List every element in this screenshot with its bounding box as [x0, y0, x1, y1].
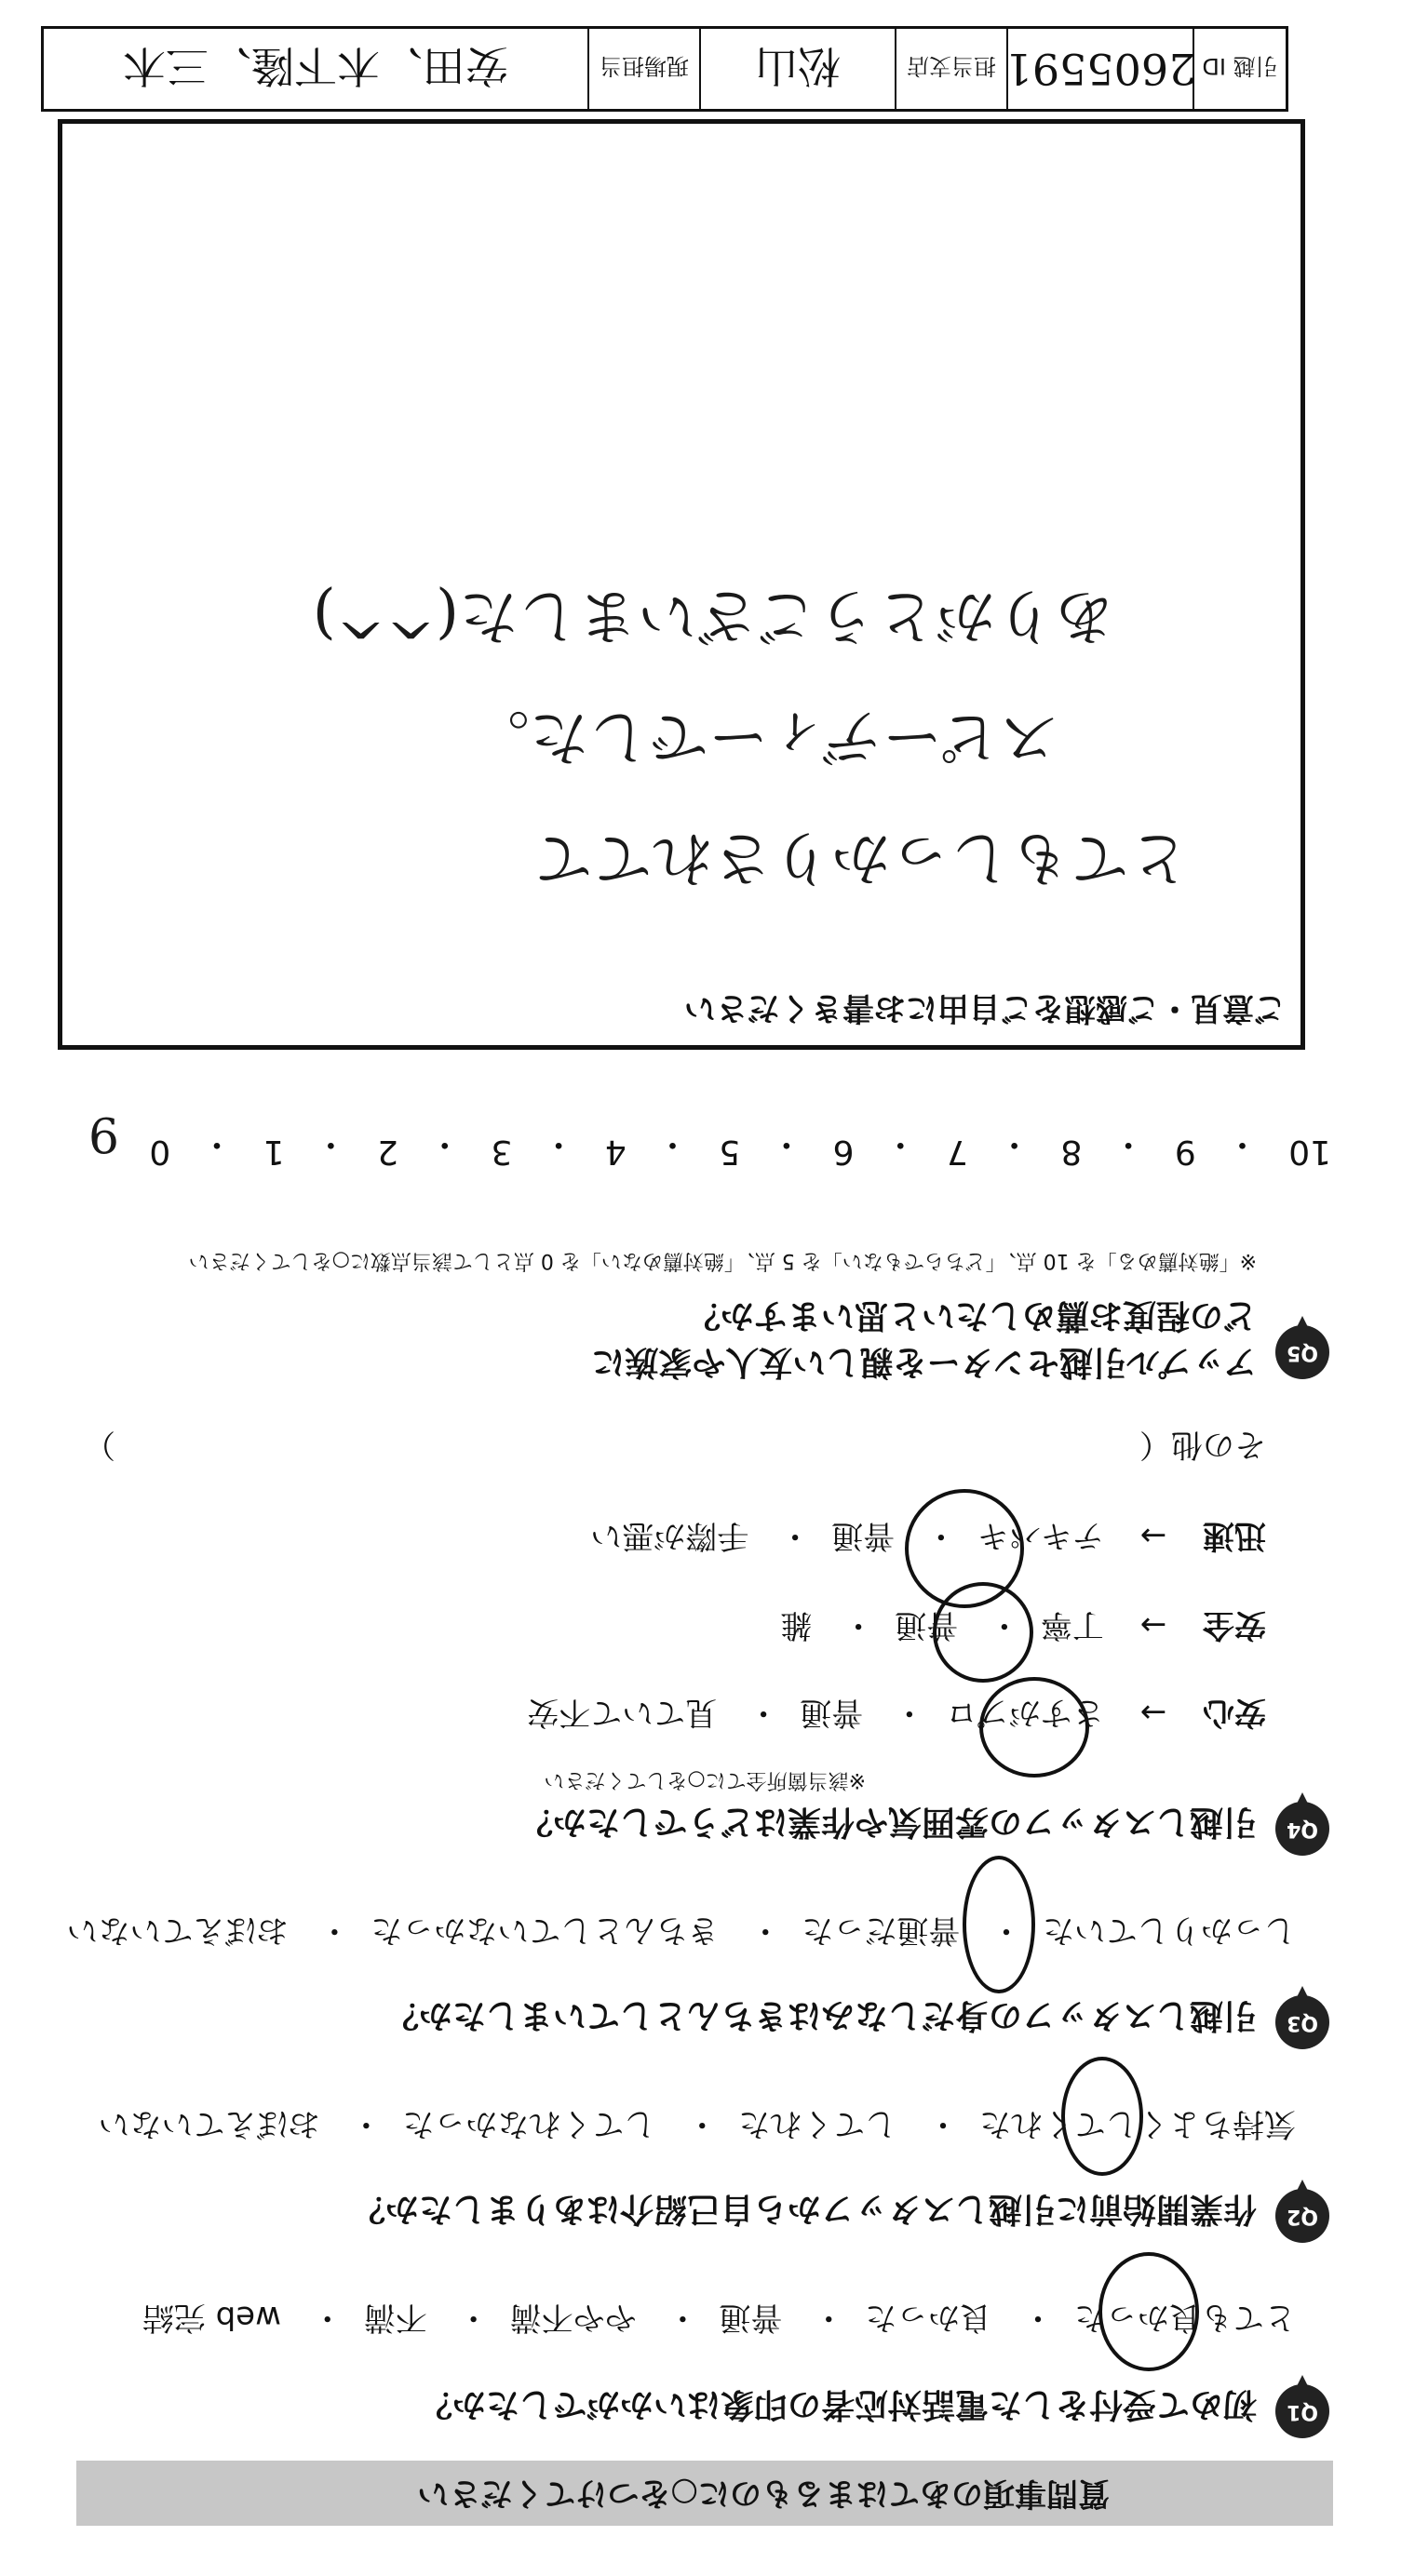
- scale-4[interactable]: 4: [604, 1133, 627, 1171]
- q4-anzen-rough[interactable]: 雑: [780, 1606, 813, 1644]
- arrow-icon: →: [1139, 1606, 1167, 1644]
- q4-row-label: 迅速: [1203, 1517, 1266, 1554]
- q4-anzen-careful[interactable]: 丁寧: [1040, 1606, 1104, 1644]
- id-label: 引越 ID: [1193, 29, 1286, 109]
- q3-option-not-remember[interactable]: おぼえていない: [66, 1912, 289, 1949]
- instruction-banner: [76, 2461, 1333, 2526]
- q4-row-anshin: 安心 → さすがプロ・ 普通・ 見ていて不安: [527, 1693, 1266, 1738]
- q3-text: 引越しスタッフの身だしなみはきちんとしていましたか？: [384, 1996, 1257, 2034]
- q4-note: ※該当箇所全てに○をしてください: [544, 1768, 866, 1791]
- q5-note: ※「絶対薦める」を 10 点、「どちらでもない」を 5 点、「絶対薦めない」を 0 点として該当点数に○をしてください: [188, 1249, 1257, 1272]
- comment-label: ご意見・ご感想をご自由にお書きください: [684, 989, 1286, 1026]
- q3-pen-circle: [963, 1856, 1035, 1993]
- q5-text-line1: アップル引越センターを親しい友人や家族に: [591, 1343, 1257, 1381]
- q4-row-anzen: 安全 → 丁寧・ 普通・ 雑: [780, 1605, 1266, 1651]
- arrow-icon: →: [1139, 1694, 1167, 1731]
- q1-options: とても良かった・ 良かった・ 普通・ やや不満・ 不満・ web 完結: [142, 2298, 1296, 2343]
- branch-label: 担当支店: [895, 29, 1006, 109]
- q4-row-label: 安心: [1203, 1694, 1266, 1731]
- scale-1[interactable]: 1: [263, 1133, 285, 1171]
- scale-2[interactable]: 2: [377, 1133, 398, 1171]
- scale-0[interactable]: 0: [149, 1133, 171, 1171]
- q4-pen-circle: [905, 1489, 1024, 1608]
- crew-value: 安田、木下隆、三木: [123, 41, 508, 91]
- q4-pen-circle: [979, 1677, 1089, 1778]
- comment-handwriting-line2: スピーディーでした。: [469, 702, 1058, 771]
- q4-anshin-anxious[interactable]: 見ていて不安: [527, 1694, 718, 1731]
- q4-row-label: 安全: [1203, 1606, 1266, 1644]
- q3-badge: Q3: [1275, 1995, 1329, 2049]
- q4-other-label: その他（: [1139, 1426, 1266, 1463]
- q5-scale: 10 ・ 9 ・ 8 ・ 7 ・ 6 ・ 5 ・ 4 ・ 3 ・ 2 ・ 1 ・ 0: [149, 1125, 1331, 1171]
- scale-3[interactable]: 3: [491, 1133, 513, 1171]
- crew-label: 現場担当: [587, 29, 699, 109]
- q3-option-normal[interactable]: 普通だった: [802, 1912, 961, 1949]
- q1-option-very-good[interactable]: とても良かった: [1074, 2299, 1296, 2336]
- q4-anshin-pro[interactable]: さすがプロ: [945, 1694, 1104, 1731]
- q3-options: しっかりしていた・ 普通だった・ きちんとしていなかった・ おぼえていない: [67, 1911, 1296, 1956]
- id-value: 2605591: [1006, 29, 1193, 109]
- scale-7[interactable]: 7: [947, 1133, 968, 1171]
- info-table: [41, 26, 1288, 112]
- q1-option-unsatisfied[interactable]: 不満: [363, 2299, 427, 2336]
- q5-text-line2: どの程度お薦めしたいと思いますか？: [686, 1296, 1257, 1335]
- q1-pen-circle: [1098, 2252, 1199, 2371]
- q4-badge: Q4: [1275, 1802, 1329, 1856]
- q4-jinsoku-clumsy[interactable]: 手際が悪い: [590, 1517, 749, 1554]
- q1-option-normal[interactable]: 普通: [719, 2299, 783, 2336]
- comment-box[interactable]: [58, 119, 1305, 1050]
- q3-option-neat[interactable]: しっかりしていた: [1043, 1912, 1296, 1949]
- q5-badge: Q5: [1275, 1325, 1329, 1379]
- q5-handwritten-mark: 9: [88, 1106, 119, 1161]
- instruction-text: 質問事項のあてはまるものに○をつけてください: [417, 2475, 1110, 2512]
- q4-anzen-normal[interactable]: 普通: [895, 1606, 959, 1644]
- q2-text: 作業開始前に引越しスタッフから自己紹介はありましたか？: [351, 2190, 1257, 2228]
- arrow-icon: →: [1139, 1517, 1167, 1554]
- scale-8[interactable]: 8: [1060, 1133, 1083, 1171]
- q2-option-not-remember[interactable]: おぼえていない: [98, 2105, 320, 2142]
- q1-option-good[interactable]: 良かった: [865, 2299, 992, 2336]
- q2-option-pleasant[interactable]: 気持ちよくしてくれた: [979, 2105, 1296, 2142]
- q2-pen-circle: [1061, 2057, 1143, 2176]
- q3-option-not-neat[interactable]: きちんとしていなかった: [371, 1912, 720, 1949]
- scale-10[interactable]: 10: [1288, 1133, 1331, 1171]
- comment-handwriting-line3: ありがとうございました(^^): [312, 581, 1114, 650]
- q4-other-close: ）: [84, 1426, 115, 1463]
- q1-option-web[interactable]: web 完結: [142, 2299, 281, 2336]
- q1-option-somewhat-unsatisfied[interactable]: やや不満: [509, 2299, 637, 2336]
- branch-value: 松山: [699, 29, 895, 109]
- q4-other-row: [84, 1425, 1266, 1470]
- q2-option-did[interactable]: してくれた: [738, 2105, 897, 2142]
- scale-5[interactable]: 5: [719, 1133, 741, 1171]
- q4-anshin-normal[interactable]: 普通: [800, 1694, 864, 1731]
- q4-jinsoku-brisk[interactable]: テキパキ: [977, 1517, 1104, 1554]
- q1-text: 初めて受付をした電話対応者の印象はいかがでしたか？: [418, 2385, 1257, 2423]
- scale-6[interactable]: 6: [832, 1133, 855, 1171]
- q4-jinsoku-normal[interactable]: 普通: [831, 1517, 896, 1554]
- q2-option-did-not[interactable]: してくれなかった: [402, 2105, 656, 2142]
- q2-badge: Q2: [1275, 2189, 1329, 2243]
- q2-options: 気持ちよくしてくれた・ してくれた・ してくれなかった・ おぼえていない: [99, 2104, 1296, 2150]
- q4-row-jinsoku: 迅速 → テキパキ・ 普通・ 手際が悪い: [590, 1516, 1266, 1562]
- scale-9[interactable]: 9: [1174, 1133, 1196, 1171]
- q1-badge: Q1: [1275, 2384, 1329, 2438]
- comment-handwriting-line1: とてもしっかりされてて: [533, 823, 1189, 892]
- q4-text: 引越しスタッフの雰囲気や作業はどうでしたか？: [519, 1803, 1257, 1841]
